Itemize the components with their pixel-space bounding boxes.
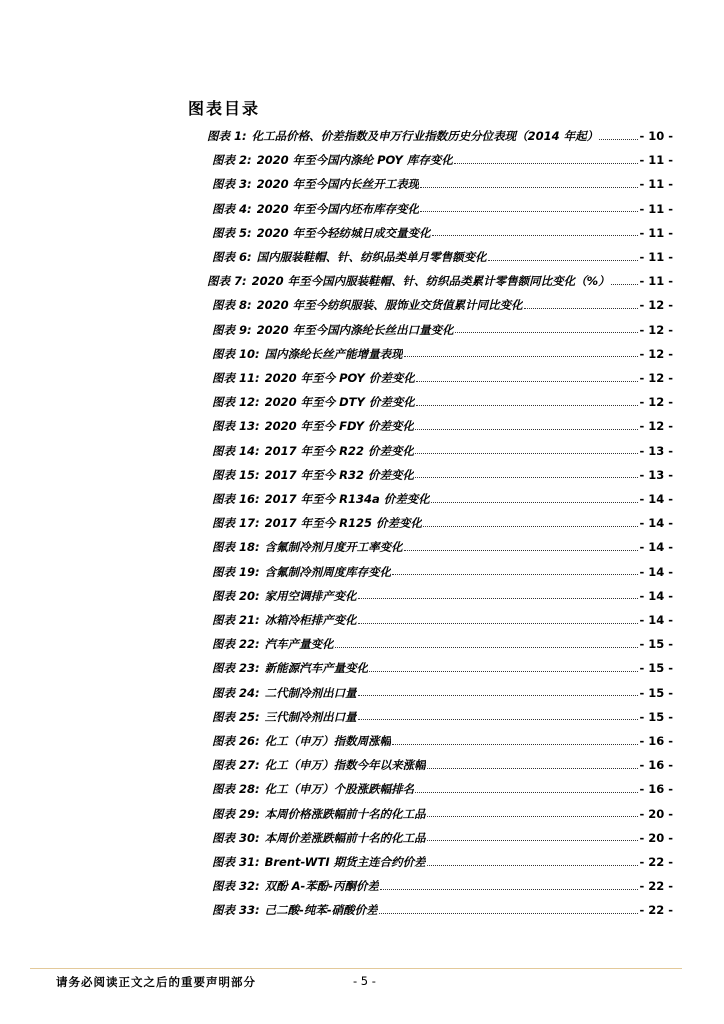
toc-entry[interactable] bbox=[212, 487, 673, 511]
toc-entry-page: - 12 - bbox=[639, 371, 673, 385]
toc-entry-page: - 13 - bbox=[639, 467, 673, 482]
toc-entry[interactable] bbox=[212, 632, 673, 656]
toc-entry-title: 化工（申万）指数周涨幅 bbox=[264, 734, 392, 748]
toc-entry-label: 图表 2: bbox=[212, 153, 252, 168]
toc-entry[interactable] bbox=[212, 874, 673, 898]
toc-dot-leader bbox=[415, 476, 638, 478]
toc-entry[interactable] bbox=[212, 802, 673, 826]
toc-entry[interactable] bbox=[212, 729, 673, 753]
toc-entry-title: 化工（申万）指数今年以来涨幅 bbox=[264, 758, 426, 773]
toc-dot-leader bbox=[599, 138, 638, 140]
toc-entry-title: Brent-WTI 期货主连合约价差 bbox=[264, 855, 426, 869]
toc-entry-page: - 15 - bbox=[639, 709, 673, 724]
toc-entry-label: 图表 29: bbox=[212, 806, 260, 821]
toc-entry-page: - 12 - bbox=[639, 322, 673, 337]
toc-entry[interactable] bbox=[212, 535, 673, 559]
toc-entry-title: 2020 年至今 DTY 价差变化 bbox=[264, 395, 415, 410]
toc-entry[interactable] bbox=[212, 584, 673, 608]
toc-dot-leader bbox=[420, 210, 638, 212]
toc-entry-label: 图表 4: bbox=[212, 201, 252, 216]
toc-entry[interactable] bbox=[212, 560, 673, 584]
toc-entry-title: 2017 年至今 R125 价差变化 bbox=[264, 516, 422, 531]
toc-entry[interactable] bbox=[212, 753, 673, 777]
toc-entry-page: - 14 - bbox=[639, 588, 673, 603]
toc-entry[interactable] bbox=[212, 463, 673, 487]
toc-entry[interactable] bbox=[212, 681, 673, 705]
toc-entry-title: 家用空调排产变化 bbox=[264, 588, 357, 603]
toc-entry-label: 图表 14: bbox=[212, 443, 260, 458]
toc-dot-leader bbox=[427, 767, 639, 769]
toc-entry[interactable] bbox=[212, 342, 673, 366]
toc-entry-page: - 14 - bbox=[639, 492, 673, 506]
toc-entry-title: 2020 年至今国内涤纶长丝出口量变化 bbox=[256, 322, 454, 337]
toc-entry-label: 图表 16: bbox=[212, 492, 260, 506]
toc-entry-page: - 12 - bbox=[639, 346, 673, 361]
toc-entry-page: - 16 - bbox=[639, 758, 673, 773]
toc-dot-leader bbox=[427, 864, 639, 866]
toc-title: 图表目录 bbox=[188, 99, 261, 118]
toc-entry[interactable] bbox=[212, 148, 673, 172]
toc-entry-page: - 14 - bbox=[639, 613, 673, 627]
toc-entry-title: 化工（申万）个股涨跌幅排名 bbox=[264, 782, 415, 797]
toc-dot-leader bbox=[427, 839, 639, 841]
toc-entry-title: 己二酸-纯苯-硝酸价差 bbox=[264, 903, 378, 918]
toc-entry-title: 2020 年至今纺织服装、服饰业交货值累计同比变化 bbox=[256, 298, 523, 313]
toc-entry-page: - 14 - bbox=[639, 540, 673, 555]
toc-entry-label: 图表 9: bbox=[212, 322, 252, 337]
toc-dot-leader bbox=[420, 186, 638, 188]
toc-entry-title: 2020 年至今 POY 价差变化 bbox=[264, 371, 415, 385]
toc-entry-label: 图表 19: bbox=[212, 564, 260, 579]
toc-entry-page: - 11 - bbox=[639, 201, 673, 216]
toc-entry-page: - 15 - bbox=[639, 661, 673, 676]
toc-dot-leader bbox=[415, 452, 638, 454]
toc-entry-title: 2020 年至今国内涤纶 POY 库存变化 bbox=[256, 153, 453, 168]
toc-entry-label: 图表 25: bbox=[212, 709, 260, 724]
toc-entry-label: 图表 32: bbox=[212, 879, 260, 894]
toc-entry-page: - 12 - bbox=[639, 298, 673, 313]
toc-entry-page: - 12 - bbox=[639, 395, 673, 410]
toc-dot-leader bbox=[379, 912, 639, 914]
toc-entry-page: - 16 - bbox=[639, 734, 673, 748]
toc-entry-title: 2020 年至今国内服装鞋帽、针、纺织品类累计零售额同比变化（%） bbox=[251, 274, 610, 289]
toc-dot-leader bbox=[432, 234, 639, 236]
toc-entry-label: 图表 7: bbox=[207, 274, 247, 289]
footer-disclaimer: 请务必阅读正文之后的重要声明部分 bbox=[56, 975, 256, 989]
toc-dot-leader bbox=[392, 743, 638, 745]
toc-entry-title: 本周价差涨跌幅前十名的化工品 bbox=[264, 830, 426, 845]
toc-entry-title: 2020 年至今国内长丝开工表现 bbox=[256, 177, 420, 192]
toc-entry-label: 图表 15: bbox=[212, 467, 260, 482]
toc-entry-title: 汽车产量变化 bbox=[264, 637, 334, 652]
toc-entry-title: 国内服装鞋帽、针、纺织品类单月零售额变化 bbox=[256, 250, 487, 264]
toc-entry-label: 图表 23: bbox=[212, 661, 260, 676]
toc-entry-label: 图表 26: bbox=[212, 734, 260, 748]
toc-entry-label: 图表 30: bbox=[212, 830, 260, 845]
toc-entry-label: 图表 8: bbox=[212, 298, 252, 313]
toc-entry-title: 二代制冷剂出口量 bbox=[264, 685, 357, 700]
toc-entry[interactable] bbox=[212, 511, 673, 535]
toc-entry-title: 含氟制冷剂周度库存变化 bbox=[264, 564, 392, 579]
toc-entry[interactable] bbox=[212, 318, 673, 342]
toc-entry[interactable] bbox=[212, 705, 673, 729]
toc-entry[interactable] bbox=[212, 366, 673, 390]
toc-entry-title: 冰箱冷柜排产变化 bbox=[264, 613, 357, 627]
toc-entry-label: 图表 1: bbox=[207, 129, 247, 143]
toc-entry[interactable] bbox=[212, 608, 673, 632]
toc-entry-page: - 12 - bbox=[639, 419, 673, 434]
toc-entry[interactable] bbox=[212, 293, 673, 317]
toc-entry-title: 双酚 A-苯酚-丙酮价差 bbox=[264, 879, 380, 894]
toc-entry[interactable] bbox=[212, 656, 673, 680]
toc-entry-label: 图表 17: bbox=[212, 516, 260, 531]
toc-entry[interactable] bbox=[212, 414, 673, 438]
toc-entry-page: - 22 - bbox=[639, 855, 673, 869]
toc-entry-page: - 13 - bbox=[639, 443, 673, 458]
toc-entry-title: 2017 年至今 R22 价差变化 bbox=[264, 443, 414, 458]
toc-dot-leader bbox=[431, 501, 639, 503]
toc-entry-label: 图表 11: bbox=[212, 371, 260, 385]
toc-dot-leader bbox=[335, 646, 639, 648]
toc-entry-label: 图表 33: bbox=[212, 903, 260, 918]
toc-entry-label: 图表 12: bbox=[212, 395, 260, 410]
toc-dot-leader bbox=[392, 573, 638, 575]
toc-dot-leader bbox=[415, 791, 638, 793]
toc-dot-leader bbox=[369, 670, 638, 672]
toc-entry[interactable] bbox=[212, 245, 673, 269]
footer-page-number: - 5 - bbox=[353, 974, 376, 988]
toc-entry-label: 图表 5: bbox=[212, 225, 252, 240]
toc-dot-leader bbox=[416, 404, 639, 406]
toc-entry-page: - 14 - bbox=[639, 516, 673, 531]
toc-entry-title: 2020 年至今 FDY 价差变化 bbox=[264, 419, 414, 434]
toc-entry[interactable] bbox=[212, 439, 673, 463]
toc-entry-page: - 14 - bbox=[639, 564, 673, 579]
toc-entry-label: 图表 21: bbox=[212, 613, 260, 627]
toc-dot-leader bbox=[415, 428, 638, 430]
toc-dot-leader bbox=[358, 718, 639, 720]
toc-entry-title: 本周价格涨跌幅前十名的化工品 bbox=[264, 806, 426, 821]
toc-entry-label: 图表 24: bbox=[212, 685, 260, 700]
toc-entry-label: 图表 18: bbox=[212, 540, 260, 555]
toc-entry-label: 图表 3: bbox=[212, 177, 252, 192]
toc-entry[interactable] bbox=[207, 269, 673, 293]
toc-entry-title: 化工品价格、价差指数及申万行业指数历史分位表现（2014 年起） bbox=[251, 129, 599, 143]
toc-entry[interactable] bbox=[212, 826, 673, 850]
toc-entry-page: - 15 - bbox=[639, 685, 673, 700]
toc-entry-title: 2020 年至今轻纺城日成交量变化 bbox=[256, 225, 431, 240]
toc-entry[interactable] bbox=[207, 124, 673, 148]
toc-dot-leader bbox=[611, 283, 639, 285]
toc-entry-label: 图表 13: bbox=[212, 419, 260, 434]
toc-dot-leader bbox=[404, 549, 639, 551]
toc-entry-title: 三代制冷剂出口量 bbox=[264, 709, 357, 724]
toc-entry-title: 2017 年至今 R134a 价差变化 bbox=[264, 492, 430, 506]
toc-dot-leader bbox=[358, 597, 639, 599]
toc-dot-leader bbox=[404, 355, 639, 357]
toc-dot-leader bbox=[455, 331, 639, 333]
toc-entry-label: 图表 27: bbox=[212, 758, 260, 773]
toc-entry-label: 图表 10: bbox=[212, 346, 260, 361]
toc-dot-leader bbox=[454, 162, 639, 164]
toc-dot-leader bbox=[380, 888, 638, 890]
toc-dot-leader bbox=[427, 815, 639, 817]
toc-entry-page: - 11 - bbox=[639, 274, 673, 289]
toc-dot-leader bbox=[524, 307, 639, 309]
toc-dot-leader bbox=[416, 380, 639, 382]
toc-dot-leader bbox=[358, 622, 639, 624]
toc-entry-page: - 20 - bbox=[639, 830, 673, 845]
toc-entry[interactable] bbox=[212, 172, 673, 196]
toc-entry[interactable] bbox=[212, 221, 673, 245]
toc-entry-title: 含氟制冷剂月度开工率变化 bbox=[264, 540, 403, 555]
toc-dot-leader bbox=[488, 259, 639, 261]
toc-entry-page: - 11 - bbox=[639, 153, 673, 168]
toc-dot-leader bbox=[423, 525, 638, 527]
toc-entry-page: - 22 - bbox=[639, 903, 673, 918]
footer-divider bbox=[30, 968, 682, 969]
toc-entry-page: - 11 - bbox=[639, 177, 673, 192]
toc-entry[interactable] bbox=[212, 850, 673, 874]
toc-entry-page: - 11 - bbox=[639, 250, 673, 264]
toc-entry-page: - 11 - bbox=[639, 225, 673, 240]
toc-entry[interactable] bbox=[212, 898, 673, 922]
toc-entry[interactable] bbox=[212, 197, 673, 221]
toc-entry-title: 2017 年至今 R32 价差变化 bbox=[264, 467, 414, 482]
toc-entry-label: 图表 22: bbox=[212, 637, 260, 652]
toc-entry-title: 新能源汽车产量变化 bbox=[264, 661, 369, 676]
toc-entry-page: - 22 - bbox=[639, 879, 673, 894]
toc-dot-leader bbox=[358, 694, 639, 696]
toc-entry[interactable] bbox=[212, 777, 673, 801]
toc-entry[interactable] bbox=[212, 390, 673, 414]
toc-entry-page: - 15 - bbox=[639, 637, 673, 652]
toc-entry-label: 图表 28: bbox=[212, 782, 260, 797]
toc-entry-label: 图表 20: bbox=[212, 588, 260, 603]
toc-entry-label: 图表 6: bbox=[212, 250, 252, 264]
toc-entry-page: - 20 - bbox=[639, 806, 673, 821]
toc-entry-label: 图表 31: bbox=[212, 855, 260, 869]
toc-entry-title: 2020 年至今国内坯布库存变化 bbox=[256, 201, 420, 216]
toc-entry-title: 国内涤纶长丝产能增量表现 bbox=[264, 346, 403, 361]
toc-entry-page: - 10 - bbox=[639, 129, 673, 143]
toc-entry-page: - 16 - bbox=[639, 782, 673, 797]
